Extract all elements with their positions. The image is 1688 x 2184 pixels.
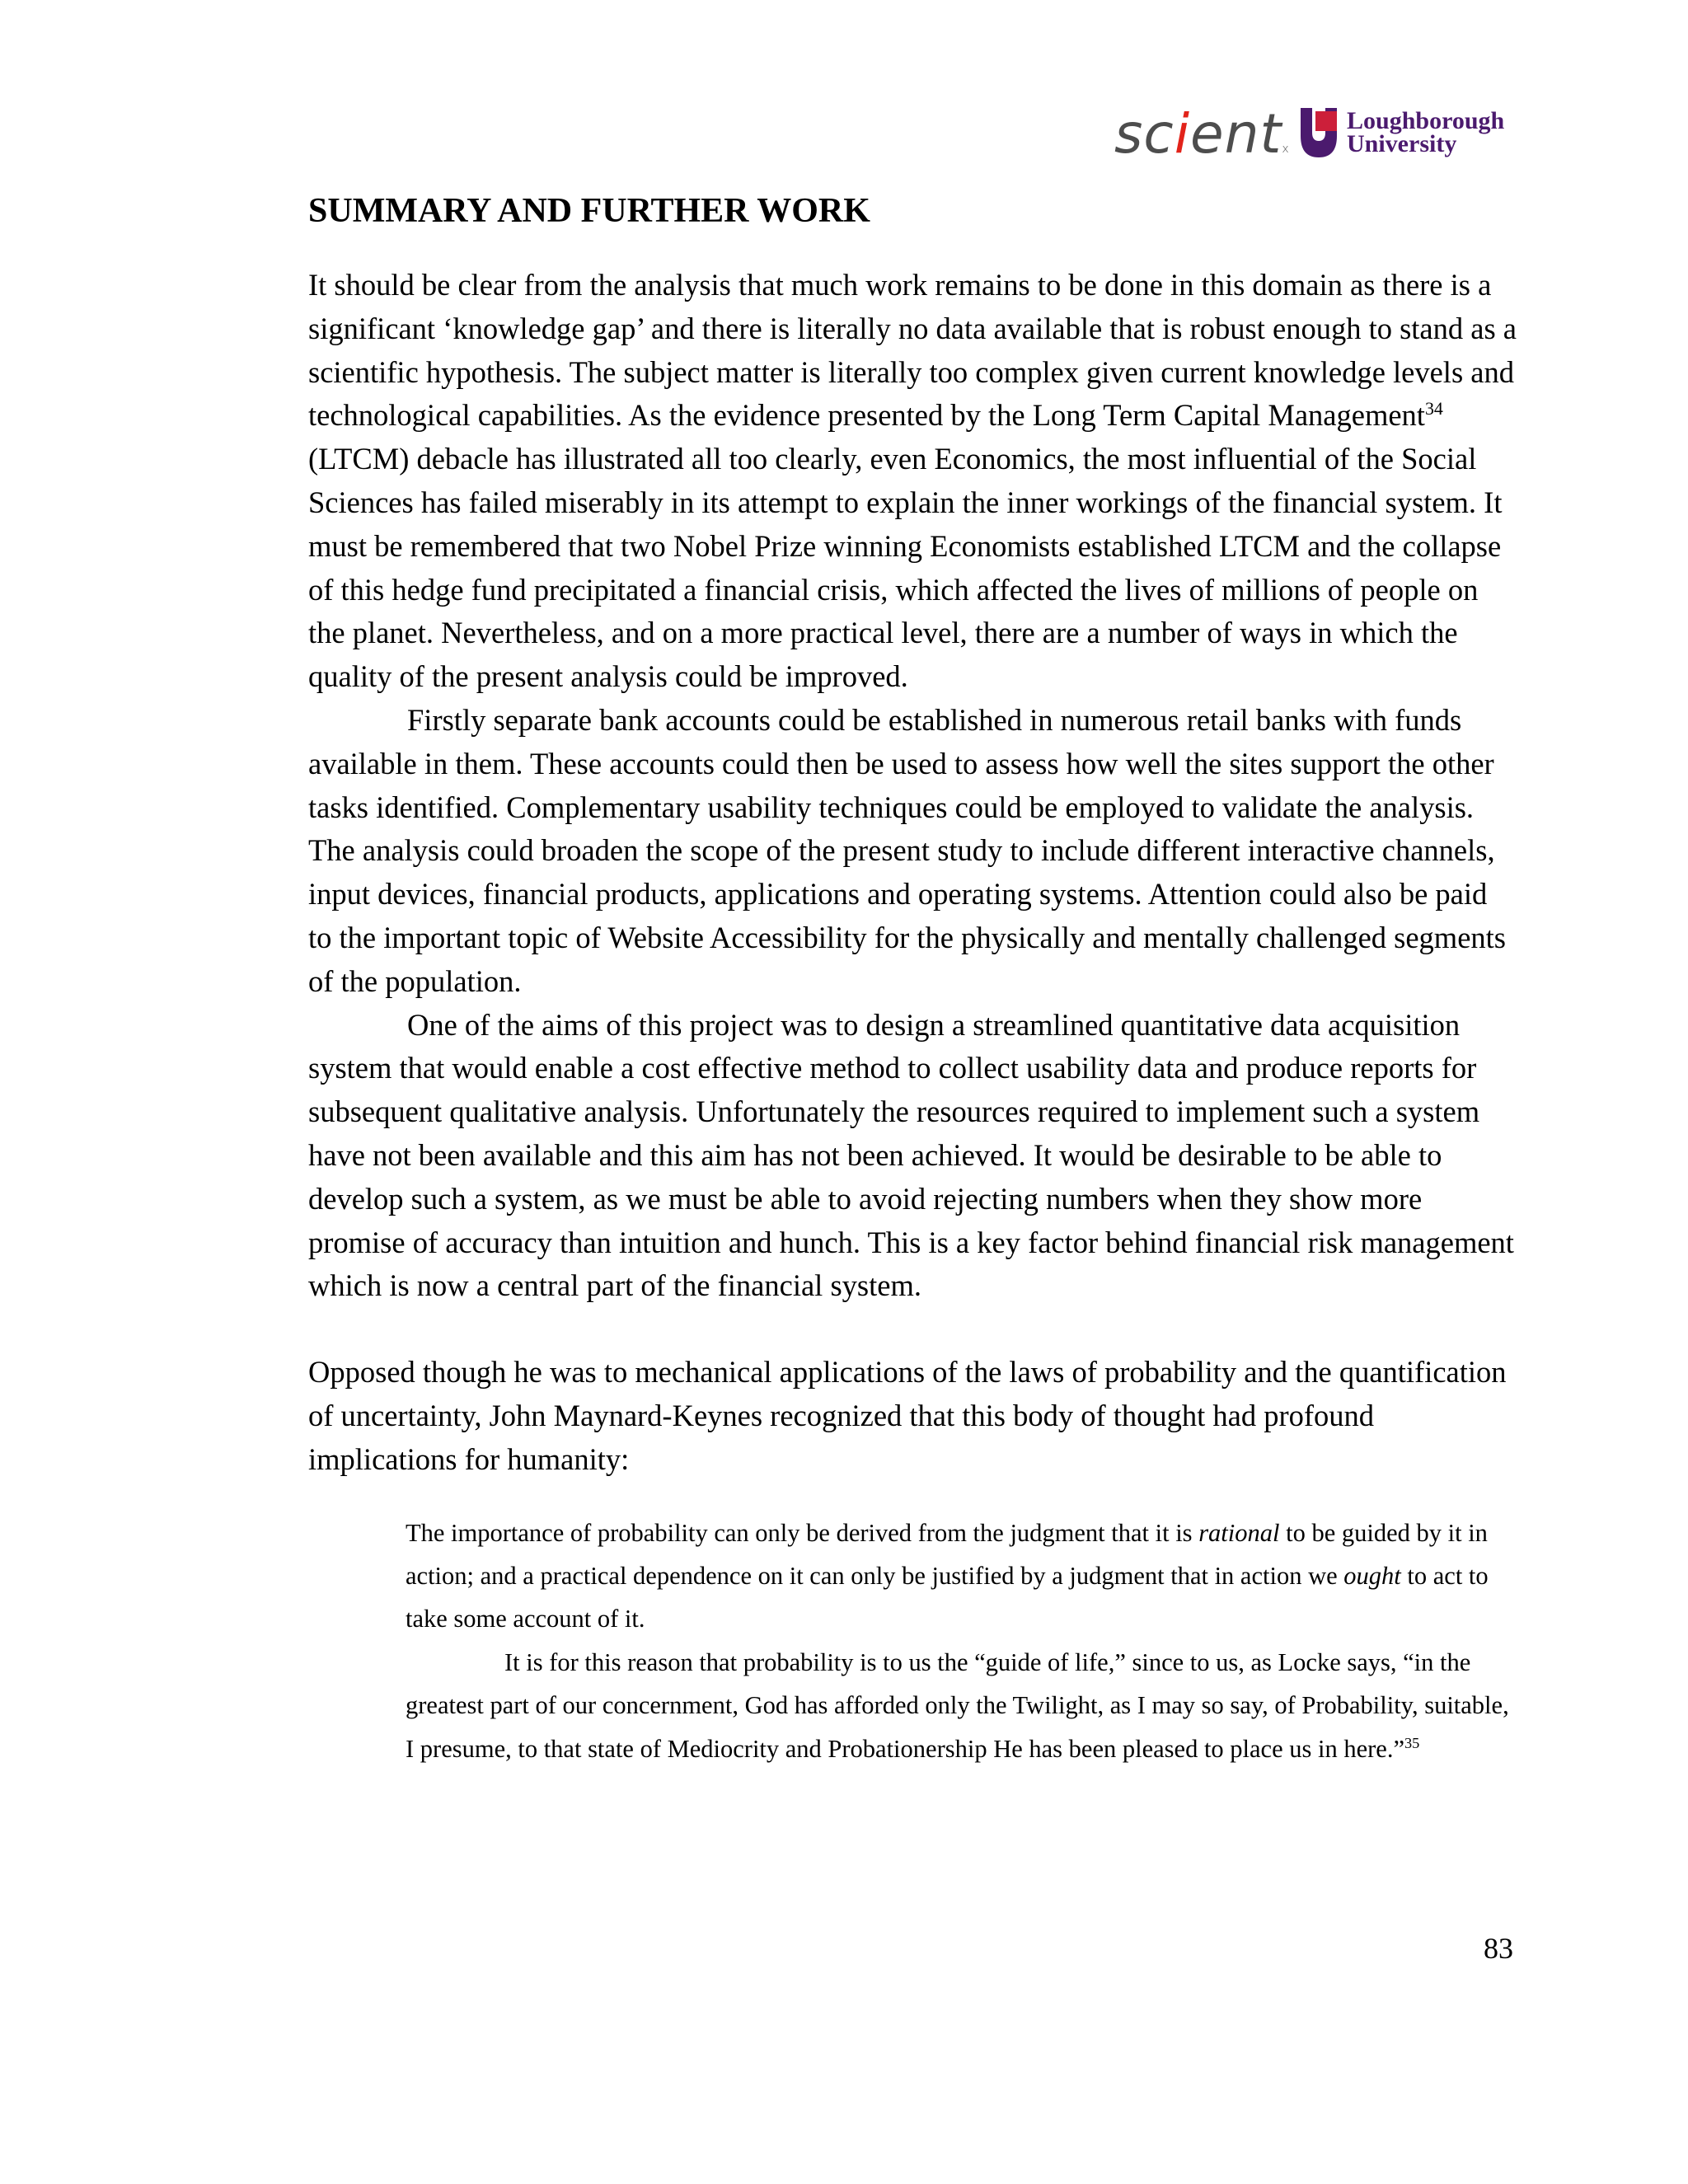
- quote-paragraph-1: [406, 1511, 1517, 1641]
- quote-text-a: The importance of probability can only be derived from the judgment that it is: [406, 1518, 1199, 1547]
- paragraph-2: Firstly separate bank accounts could be established in numerous retail banks with funds available in them. These accounts could then be used to assess how well the sites support the other tasks identified. Complementary usability techniques could be employed to validate the analysis. The analysis could broaden the scope of the present study to include different interactive channels, input devices, financial products, applications and operating systems. Attention could also be paid to the important topic of Website Accessibility for the physically and mentally challenged segments of the population.: [308, 702, 1506, 998]
- scient-logo-tm: x: [1282, 143, 1290, 156]
- quote-text-b: to be guided by it in action; and a practical dependence on it can only be justified by a judgment that in action we: [406, 1518, 1488, 1590]
- quote-text-c: to act to take some account of it.: [406, 1561, 1489, 1633]
- paragraph-1-text-a: It should be clear from the analysis that much work remains to be done in this domain as there is a significant ‘knowledge gap’ and there is literally no data available that is robust enough to stand as a scientific hypothesis. The subject matter is literally too complex given current knowledge levels and technological capabilities. As the evidence presented by the Long Term Capital Management: [308, 268, 1517, 433]
- paragraph-1: [308, 264, 1517, 699]
- footnote-ref-35: 35: [1404, 1734, 1420, 1751]
- university-shield-icon: [1301, 108, 1337, 157]
- paragraph-spacer: [308, 1308, 1517, 1351]
- page-content: [308, 188, 1517, 1770]
- loughborough-university-logo: [1301, 107, 1504, 158]
- scient-logo-part1: sc: [1114, 102, 1175, 166]
- block-quote: [406, 1511, 1517, 1770]
- paragraph-3: One of the aims of this project was to design a streamlined quantitative data acquisition system that would enable a cost effective method to collect usability data and produce reports for subsequent qualitative analysis. Unfortunately the resources required to implement such a system have not been available and this aim has not been achieved. It would be desirable to be able to develop such a system, as we must be able to avoid rejecting numbers when they show more promise of accuracy than intuition and hunch. This is a key factor behind financial risk management which is now a central part of the financial system.: [308, 1007, 1514, 1303]
- quote-paragraph-2: [406, 1641, 1517, 1770]
- footnote-ref-34: 34: [1424, 398, 1443, 419]
- paragraph-1-text-b: (LTCM) debacle has illustrated all too clearly, even Economics, the most influential of the Social Sciences has failed miserably in its attempt to explain the inner workings of the financial system. It must be remembered that two Nobel Prize winning Economists established LTCM and the collapse of this hedge fund precipitated a financial crisis, which affected the lives of millions of people on the planet. Nevertheless, and on a more practical level, there are a number of ways in which the quality of the present analysis could be improved.: [308, 442, 1503, 694]
- scient-logo-part2: ent: [1190, 102, 1282, 166]
- section-heading: SUMMARY AND FURTHER WORK: [308, 192, 870, 230]
- quote-emphasis-ought: ought: [1343, 1561, 1401, 1590]
- paragraph-4: Opposed though he was to mechanical applications of the laws of probability and the quantification of uncertainty, John Maynard-Keynes recognized that this body of thought had profound implications for humanity:: [308, 1355, 1507, 1476]
- page-number: 83: [1484, 1932, 1513, 1965]
- quote-emphasis-rational: rational: [1198, 1518, 1280, 1547]
- university-name-line1: Loughborough: [1347, 107, 1505, 134]
- quote-text-d: It is for this reason that probability is to us the “guide of life,” since to us, as Locke says, “in the greatest part of our concernment, God has afforded only the Twilight, as I may so say, of Probability, suitable, I presume, to that state of Mediocrity and Probationership He has been pleased to place us in here.”: [406, 1647, 1509, 1763]
- university-name-line2: University: [1347, 130, 1457, 157]
- scient-logo-accent: i: [1174, 102, 1191, 166]
- scient-logo: [1114, 102, 1290, 166]
- university-name: [1347, 107, 1505, 157]
